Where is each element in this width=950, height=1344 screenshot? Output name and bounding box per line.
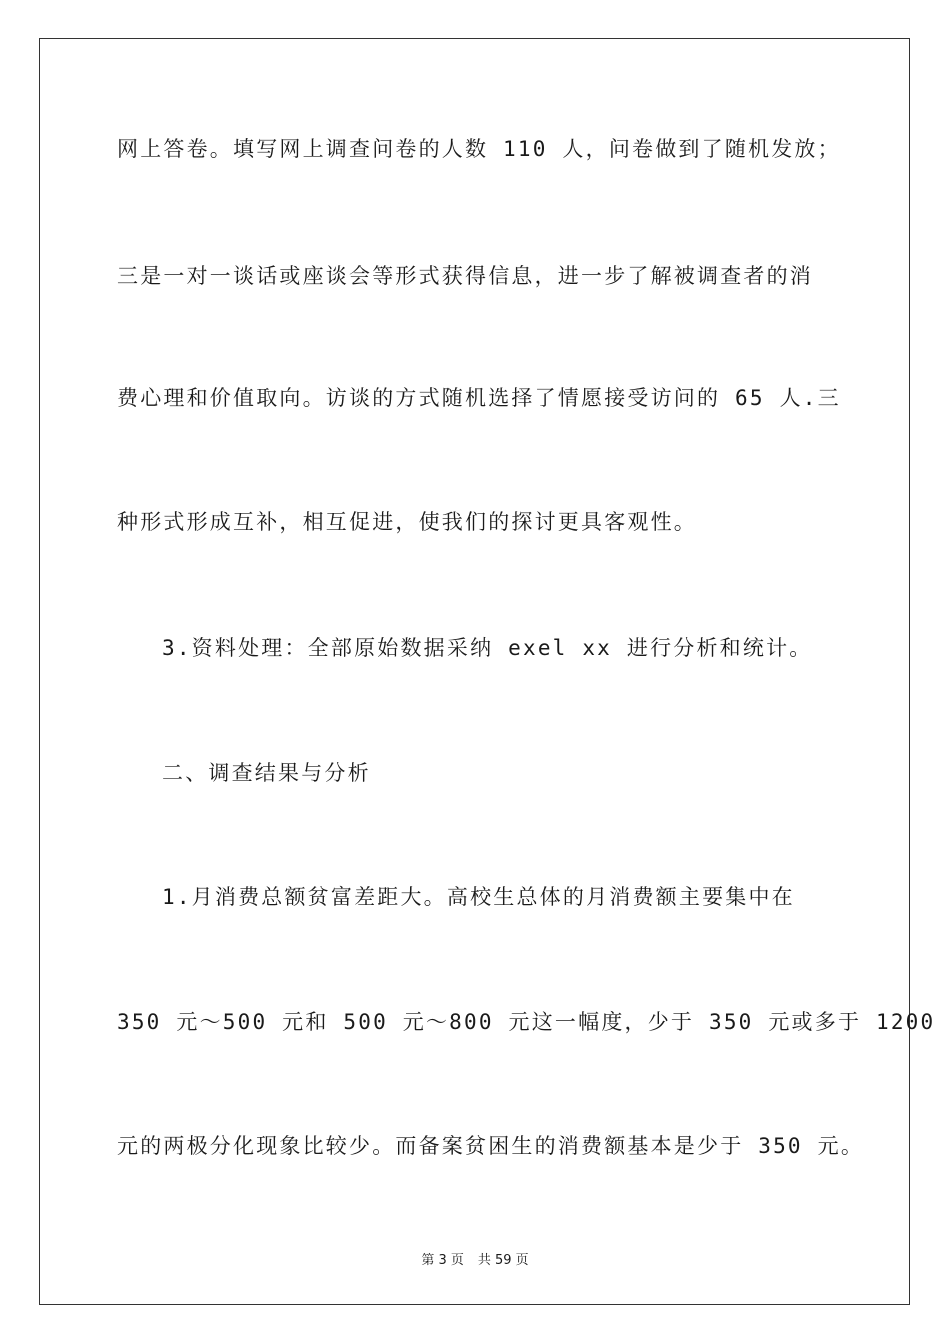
paragraph-line: 网上答卷。填写网上调查问卷的人数 110 人，问卷做到了随机发放；: [117, 137, 841, 161]
paragraph-line: 350 元～500 元和 500 元～800 元这一幅度，少于 350 元或多于 1200: [117, 1010, 936, 1034]
paragraph-line: 元的两极分化现象比较少。而备案贫困生的消费额基本是少于 350 元。: [117, 1134, 865, 1158]
paragraph-line: 1.月消费总额贫富差距大。高校生总体的月消费额主要集中在: [162, 885, 795, 909]
paragraph-line: 3.资料处理：全部原始数据采纳 exel xx 进行分析和统计。: [162, 636, 813, 660]
page-total: 共 59 页: [477, 1253, 529, 1268]
paragraph-line: 三是一对一谈话或座谈会等形式获得信息，进一步了解被调查者的消: [117, 264, 813, 288]
section-heading: 二、调查结果与分析: [162, 761, 371, 785]
page-frame: [39, 38, 910, 1305]
paragraph-line: 费心理和价值取向。访谈的方式随机选择了情愿接受访问的 65 人.三: [117, 386, 841, 410]
page-footer: [0, 1249, 950, 1268]
page-number: 第 3 页: [421, 1253, 464, 1268]
paragraph-line: 种形式形成互补，相互促进，使我们的探讨更具客观性。: [117, 510, 697, 534]
